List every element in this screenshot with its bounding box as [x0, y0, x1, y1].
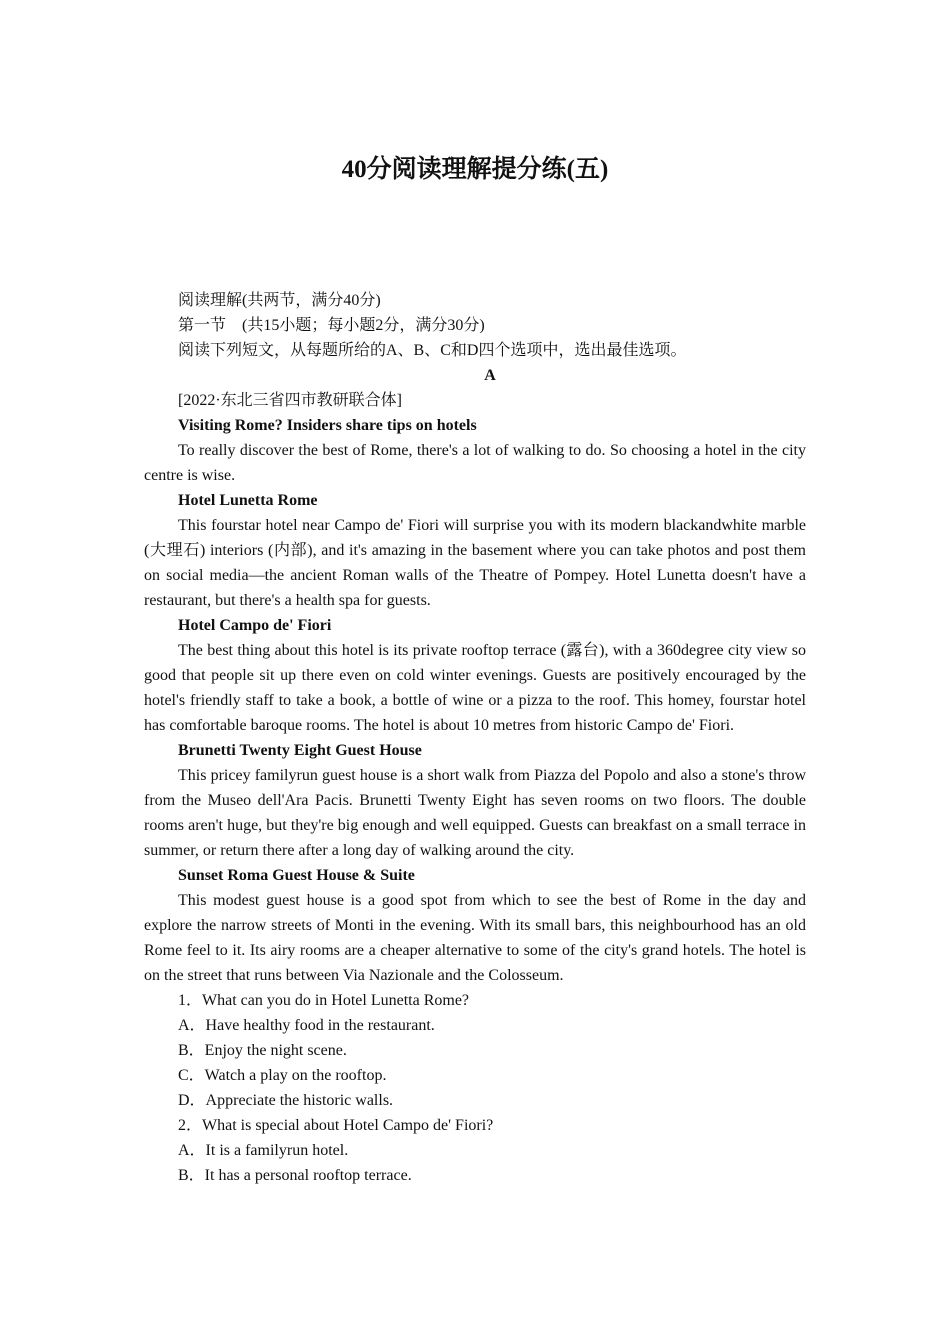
passage-heading: Visiting Rome? Insiders share tips on hotels [178, 417, 477, 434]
instructions: 阅读下列短文，从每题所给的A、B、C和D四个选项中，选出最佳选项。 [178, 342, 687, 359]
hotel-name: Brunetti Twenty Eight Guest House [178, 742, 422, 759]
question-option: B．It has a personal rooftop terrace. [178, 1167, 412, 1184]
question-option: A．Have healthy food in the restaurant. [178, 1017, 435, 1034]
hotel-description: This fourstar hotel near Campo de' Fiori will surprise you with its modern blackandwhite marble (大理石) interiors (内部), and it's amazing in the basement where you can take photos and post them on social media—the ancient Roman walls of the Theatre of Pompey. Hotel Lunetta doesn't have a restaurant, but there's a health spa for guests. [144, 517, 806, 609]
question-stem: 1．What can you do in Hotel Lunetta Rome? [178, 992, 470, 1009]
section-part-heading: 第一节 (共15小题；每小题2分，满分30分) [178, 317, 485, 334]
hotel-name: Sunset Roma Guest House & Suite [178, 867, 415, 884]
hotel-description: The best thing about this hotel is its private rooftop terrace (露台), with a 360degree city view so good that people sit up there even on cold winter evenings. Guests are positively encouraged by the hotel's friendly staff to take a book, a bottle of wine or a pizza to the roof. This homey, fourstar hotel has comfortable baroque rooms. The hotel is about 10 metres from historic Campo de' Fiori. [144, 642, 806, 734]
passage-lead: To really discover the best of Rome, there's a lot of walking to do. So choosing a hotel in the city centre is wise. [144, 442, 806, 484]
hotel-description: This pricey familyrun guest house is a short walk from Piazza del Popolo and also a stone's throw from the Museo dell'Ara Pacis. Brunetti Twenty Eight has seven rooms on two floors. The double rooms aren't huge, but they're big enough and well equipped. Guests can breakfast on a small terrace in summer, or return there after a long day of walking around the city. [144, 767, 806, 859]
question-option: D．Appreciate the historic walls. [178, 1092, 394, 1109]
passage-label: A [484, 367, 496, 384]
section-heading: 阅读理解(共两节，满分40分) [178, 292, 381, 309]
hotel-name: Hotel Campo de' Fiori [178, 617, 332, 634]
page-title: 40分阅读理解提分练(五) [341, 156, 609, 183]
passage-source: [2022·东北三省四市教研联合体] [178, 392, 402, 409]
hotel-name: Hotel Lunetta Rome [178, 492, 318, 509]
question-stem: 2．What is special about Hotel Campo de' Fiori? [178, 1117, 494, 1134]
question-option: A．It is a familyrun hotel. [178, 1142, 349, 1159]
question-option: B．Enjoy the night scene. [178, 1042, 347, 1059]
question-option: C．Watch a play on the rooftop. [178, 1067, 387, 1084]
hotel-description: This modest guest house is a good spot from which to see the best of Rome in the day and explore the narrow streets of Monti in the evening. With its small bars, this neighbourhood has an old Rome feel to it. Its airy rooms are a cheaper alternative to some of the city's grand hotels. The hotel is on the street that runs between Via Nazionale and the Colosseum. [144, 892, 806, 984]
document-body [144, 288, 806, 1188]
